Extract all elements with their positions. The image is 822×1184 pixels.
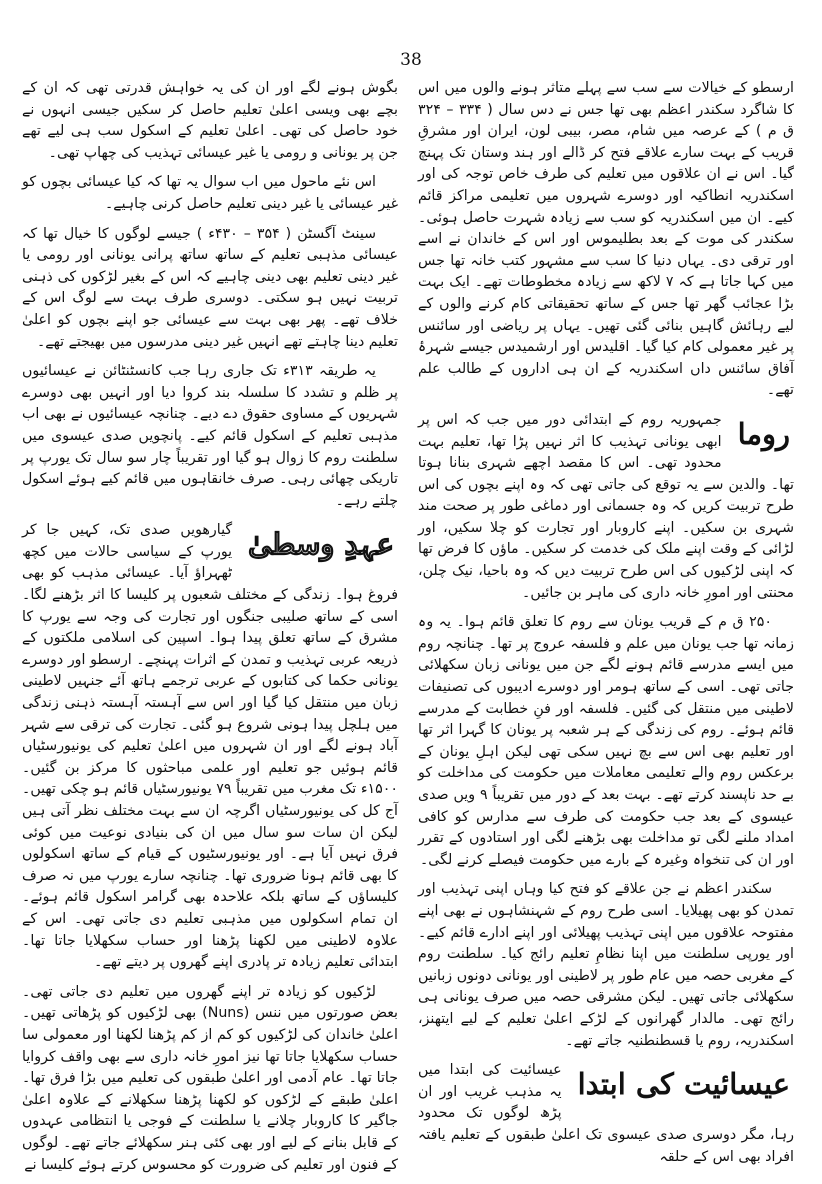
- heading-rome: روما: [737, 416, 790, 451]
- section-middle-ages: [22, 520, 398, 981]
- paragraph-question: اس نئے ماحول میں اب سوال یہ تھا کہ کیا عیسائی بچوں کو غیر عیسائی یا غیر دینی تعلیم حاصل کرنی چاہیے۔: [22, 174, 398, 212]
- paragraph-girls-education: لڑکیوں کو زیادہ تر اپنے گھروں میں تعلیم دی جاتی تھی۔ بعض صورتوں میں ننس (Nuns) بھی لڑکیوں کو پڑھاتی تھیں۔ اعلیٰ خاندان کی لڑکیوں کو کم از کم پڑھنا لکھنا اور معمولی سا حساب سکھلایا جاتا تھا نیز امورِ خانہ داری سے بھی واقف کروایا جاتا تھا۔ عام آدمی اور اعلیٰ طبقوں کی تعلیم میں بڑا فرق تھا۔ اعلیٰ طبقے کے لڑکوں کو لکھنا پڑھنا سکھلانے کے علاوہ اعلیٰ جاگیر کا کاروبار چلانے یا سلطنت کے فوجی یا انتظامی عہدوں کے قابل بنانے کے لیے اور بھی کئی ہنر سکھلائے جاتے تھے۔ لوگوں کے فنون اور تعلیم کی ضرورت کو محسوس کرتے ہوئے کلیسا نے: [22, 983, 399, 1173]
- paragraph-continuation: بگوش ہونے لگے اور ان کی یہ خواہش قدرتی تھی کہ ان کے بچے بھی ویسی اعلیٰ تعلیم حاصل کر سکیں جیسی انہوں نے خود حاصل کی تھی۔ اعلیٰ تعلیم کے اسکول سب ہی لیے تھے جن پر یونانی و رومی یا غیر عیسائی تہذیب کی چھاپ تھی۔: [22, 80, 398, 161]
- page-number: 38: [400, 50, 422, 70]
- section-christianity: [418, 1060, 794, 1176]
- left-column: [22, 78, 398, 1184]
- paragraph-christianity: عیسائیت کی ابتدا میں یہ مذہب غریب اور ان پڑھ لوگوں تک محدود رہا، مگر دوسری صدی عیسوی تک اعلیٰ طبقوں کے تعلیم یافتہ افراد بھی اس کے حلقہ: [418, 1062, 794, 1165]
- paragraph-augustine: سینٹ آگسٹن ( ۳۵۴ – ۴۳۰ء ) جیسے لوگوں کا خیال تھا کہ عیسائی مذہبی تعلیم کے ساتھ ساتھ پرانی یونانی اور رومی یا غیر دینی تعلیم بھی دینی چاہیے کہ اس کے بغیر لڑکوں کی ذہنی تربیت نہیں ہو سکتی۔ دوسری طرف بہت سے لوگ اس کے خلاف تھے۔ پھر بھی بہت سے عیسائی جو اپنے بچوں کو اعلیٰ تعلیم دینا چاہتے تھے انہیں غیر دینی مدرسوں میں بھیجتے تھے۔: [22, 225, 398, 350]
- paragraph-alexander: ارسطو کے خیالات سے سب سے پہلے متاثر ہونے والوں میں اس کا شاگرد سکندر اعظم بھی تھا جس نے دس سال ( ۳۳۴ – ۳۲۴ ق م ) کے عرصہ میں شام، مصر، بیبی لون، ایران اور مشرقِ قریب کے بہت سارے علاقے فتح کر ڈالے اور ہند وستان تک پہنچ گیا۔ اس نے ان علاقوں میں تعلیم کی طرف خاص توجہ کی اور اسکندریہ انطاکیہ اور دوسرے شہروں میں تعلیمی مراکز قائم کیے۔ ان میں اسکندریہ کو سب سے زیادہ شہرت حاصل ہوئی۔ سکندر کی موت کے بعد بطلیموس اور اس کے خاندان نے اسے اور ترقی دی۔ یہاں دنیا کا سب سے مشہور کتب خانہ تھا جس میں کہا جاتا ہے کہ ۷ لاکھ سے زیادہ مخطوطات تھے۔ ایک بہت بڑا عجائب گھر تھا جس کے ساتھ تحقیقاتی کام کرنے والوں کے لیے رہائش گاہیں بنائی گئی تھیں۔ یہاں پر ریاضی اور سائنس پر غیر معمولی کام کیا گیا۔ اقلیدس اور ارشمیدس جیسے شہرۂ آفاق سائنس داں اسکندریہ کے ان ہی اداروں کے طالب علم تھے۔: [418, 80, 794, 399]
- paragraph-rome-greek: ۲۵۰ ق م کے قریب یونان سے روم کا تعلق قائم ہوا۔ یہ وہ زمانہ تھا جب یونان میں علم و فلسفہ عروج پر تھا۔ چنانچہ روم میں ایسے مدرسے قائم ہونے لگے جن میں یونانی زبان سکھلائی جاتی تھی۔ اسی کے ساتھ ہومر اور دوسرے ادیبوں کی تصنیفات لاطینی میں منتقل کی گئیں۔ فلسفہ اور فنِ خطابت کے مدرسے قائم ہوئے۔ روم کی زندگی کے ہر شعبہ پر یونان کا گہرا اثر تھا اور تعلیم بھی اس سے بچ نہیں سکی تھی لیکن اہلِ یونان کے برعکس روم والے تعلیمی معاملات میں حکومت کی مداخلت کو بے حد ناپسند کرتے تھے۔ بہت بعد کے دور میں تقریباً ۹ ویں صدی عیسوی کے بعد جب حکومت کی طرف سے مدارس کو کافی امداد ملنے لگی تو مداخلت بھی بڑھنے لگی اور استادوں کے تقرر اور ان کی تنخواہ وغیرہ کے بارے میں حکومت فیصلے کرنے لگی۔: [418, 614, 795, 868]
- right-column: [418, 78, 794, 1176]
- section-rome: [418, 410, 794, 612]
- heading-middle-ages: عہدِ وسطیٰ: [248, 527, 394, 562]
- heading-christianity: عیسائیت کی ابتدا: [577, 1067, 790, 1102]
- paragraph-rome-empire: سکندر اعظم نے جن علاقے کو فتح کیا وہاں اپنی تہذیب اور تمدن کو بھی پھیلایا۔ اسی طرح روم کے شہنشاہوں نے بھی اپنے مفتوحہ علاقوں میں اپنی تہذیب پھیلائی اور اپنے ادارے قائم کیے۔ اور یورپی سلطنت میں اپنا نظامِ تعلیم رائج کیا۔ سلطنت روم کے مغربی حصہ میں عام طور پر لاطینی اور یونانی دونوں زبانیں سکھلائی جاتی تھیں۔ لیکن مشرقی حصہ میں صرف یونانی ہی رائج تھی۔ مالدار گھرانوں کے لڑکے اعلیٰ تعلیم کے لیے ایتھنز، اسکندریہ، روم یا قسطنطنیہ جاتے تھے۔: [418, 881, 794, 1049]
- paragraph-middle-ages: گیارھویں صدی تک، کہیں جا کر یورپ کے سیاسی حالات میں کچھ ٹھہراؤ آیا۔ عیسائی مذہب کو بھی فروغ ہوا۔ زندگی کے مختلف شعبوں پر کلیسا کا اثر بڑھنے لگا۔ اسی کے ساتھ صلیبی جنگوں اور تجارت کی وجہ سے یورپ کا مشرق کے ساتھ تعلق پیدا ہوا۔ اسپین کی اسلامی ملکتوں کے ذریعہ عربی تہذیب و تمدن کے اثرات پہنچے۔ ارسطو اور دوسرے یونانی حکما کی کتابوں کے عربی ترجمے ہاتھ آئے جنہیں لاطینی زبان میں منتقل کیا گیا اور اس سے آہستہ آہستہ ذہنی زندگی میں ہلچل پیدا ہونی شروع ہو گئی۔ تجارت کی ترقی سے شہر آباد ہونے لگے اور ان شہروں میں اعلیٰ تعلیم کی یونیورسٹیاں قائم ہوئیں جو تعلیم اور علمی مباحثوں کا مرکز بن گئیں۔ ۱۵۰۰ء تک مغرب میں تقریباً ۷۹ یونیورسٹیاں قائم ہو چکی تھیں۔ آج کل کی یونیورسٹیاں اگرچہ ان سے بہت مختلف نظر آتی ہیں لیکن ان سات سو سال میں ان کی بنیادی نوعیت میں کوئی فرق نہیں آیا ہے۔ اور یونیورسٹیوں کے قیام کے ساتھ اسکولوں کا بھی قائم ہونا ضروری تھا۔ چنانچہ سارے یورپ میں نہ صرف کلیساؤں کے ساتھ بلکہ علاحدہ بھی گرامر اسکول قائم ہوئے۔ ان تمام اسکولوں میں مذہبی تعلیم دی جاتی تھی۔ اس کے علاوہ لاطینی میں لکھنا پڑھنا اور حساب سکھلایا جاتا تھا۔ ابتدائی تعلیم زیادہ تر پادری اپنے گھروں پر دیتے تھے۔: [22, 522, 398, 971]
- paragraph-constantine: یہ طریقہ ۳۱۳ء تک جاری رہا جب کانسٹنٹائن نے عیسائیوں پر ظلم و تشدد کا سلسلہ بند کروا دیا اور انہیں بھی دوسرے شہریوں کے مساوی حقوق دے دیے۔ چنانچہ عیسائیوں نے بھی اب مذہبی تعلیم کے اسکول قائم کیے۔ پانچویں صدی عیسوی میں سلطنت روم کا زوال ہو گیا اور تقریباً چار سو سال تک یورپ پر تاریکی چھائی رہی۔ صرف خانقاہوں میں قائم کیے ہوئے اسکول چلتے رہے۔: [22, 363, 398, 509]
- paragraph-rome-early: جمہوریہ روم کے ابتدائی دور میں جب کہ اس پر ابھی یونانی تہذیب کا اثر نہیں پڑا تھا، تعلیم بہت محدود تھی۔ اس کا مقصد اچھے شہری بنانا ہوتا تھا۔ والدین سے یہ توقع کی جاتی تھی کہ وہ اپنے بچوں کی اس طرح تربیت کریں کہ وہ جسمانی اور دماغی طور پر صحت مند شہری بن سکیں۔ اپنے کاروبار اور تجارت کو چلا سکیں، اور لڑائی کے وقت اپنے ملک کی خدمت کر سکیں۔ ماؤں کا فرض تھا کہ اپنی لڑکیوں کی اس طرح تربیت دیں کہ وہ باحیا، نیک چلن، محنتی اور امورِ خانہ داری کی ماہر بن جائیں۔: [418, 411, 794, 601]
